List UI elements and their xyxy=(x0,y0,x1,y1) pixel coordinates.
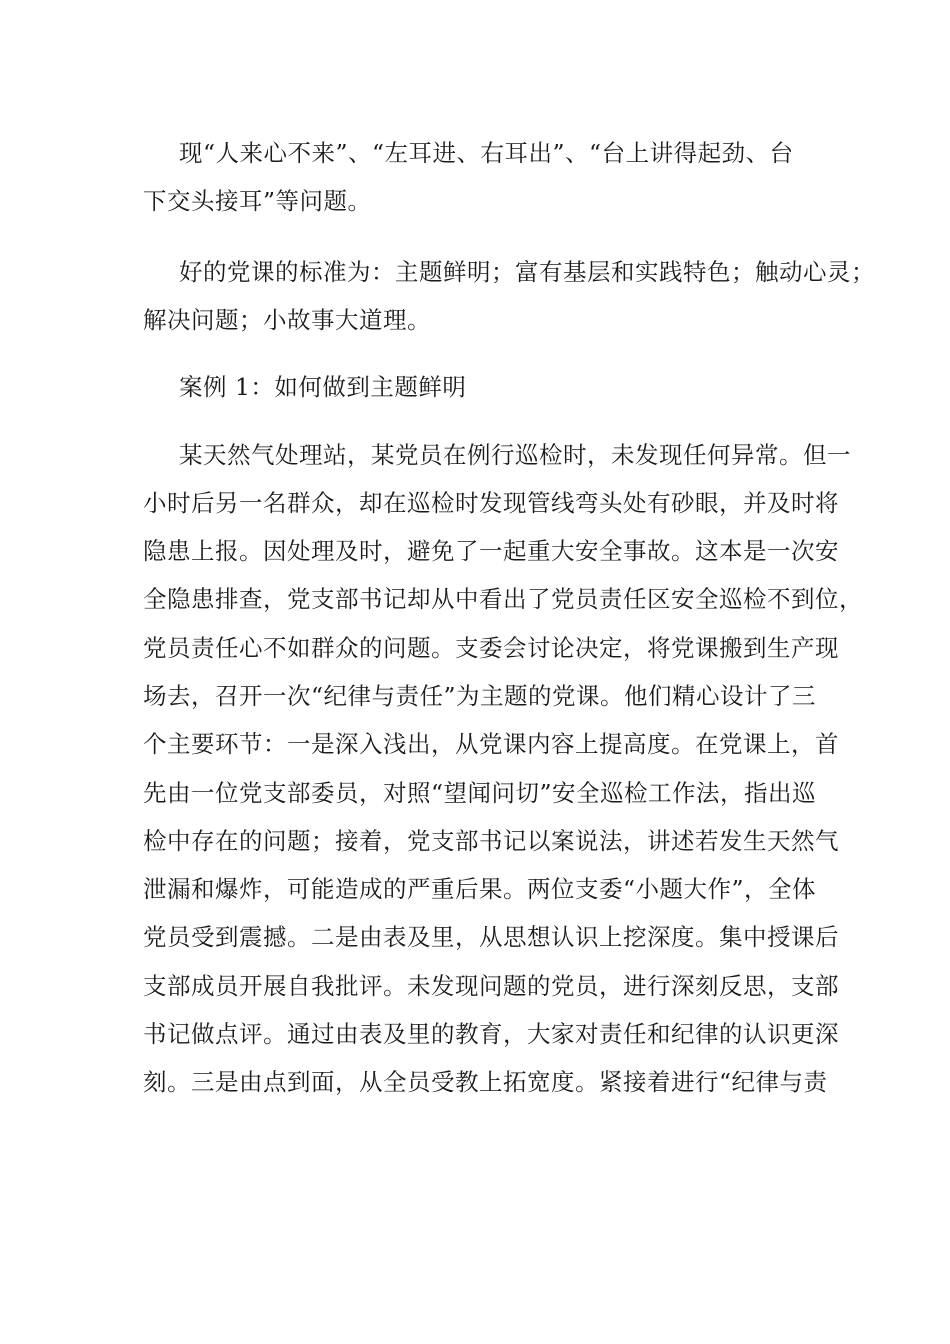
text-line: 某天然气处理站，某党员在例行巡检时，未发现任何异常。但一 xyxy=(179,441,851,469)
text-line: 检中存在的问题；接着，党支部书记以案说法，讲述若发生天然气 xyxy=(143,827,839,855)
text-line: 党员受到震撼。二是由表及里，从思想认识上挖深度。集中授课后 xyxy=(143,923,839,951)
text-line: 解决问题；小故事大道理。 xyxy=(143,306,431,334)
text-line: 场去，召开一次“纪律与责任”为主题的党课。他们精心设计了三 xyxy=(143,682,817,710)
text-line: 个主要环节：一是深入浅出，从党课内容上提高度。在党课上，首 xyxy=(143,730,839,758)
text-line: 好的党课的标准为：主题鲜明；富有基层和实践特色；触动心灵； xyxy=(179,258,875,286)
text-line: 现“人来心不来”、“左耳进、右耳出”、“台上讲得起劲、台 xyxy=(179,139,794,167)
text-line: 隐患上报。因处理及时，避免了一起重大安全事故。这本是一次安 xyxy=(143,537,839,565)
text-line: 案例 1：如何做到主题鲜明 xyxy=(179,373,467,401)
text-line: 支部成员开展自我批评。未发现问题的党员，进行深刻反思，支部 xyxy=(143,972,839,1000)
text-line: 书记做点评。通过由表及里的教育，大家对责任和纪律的认识更深 xyxy=(143,1020,839,1048)
text-line: 先由一位党支部委员，对照“望闻问切”安全巡检工作法，指出巡 xyxy=(143,779,817,807)
text-line: 刻。三是由点到面，从全员受教上拓宽度。紧接着进行“纪律与责 xyxy=(143,1068,828,1096)
text-line: 下交头接耳”等问题。 xyxy=(143,187,372,215)
text-line: 泄漏和爆炸，可能造成的严重后果。两位支委“小题大作”，全体 xyxy=(143,875,817,903)
text-line: 小时后另一名群众，却在巡检时发现管线弯头处有砂眼，并及时将 xyxy=(143,489,839,517)
text-line: 全隐患排查，党支部书记却从中看出了党员责任区安全巡检不到位， xyxy=(143,585,863,613)
text-line: 党员责任心不如群众的问题。支委会讨论决定，将党课搬到生产现 xyxy=(143,634,839,662)
